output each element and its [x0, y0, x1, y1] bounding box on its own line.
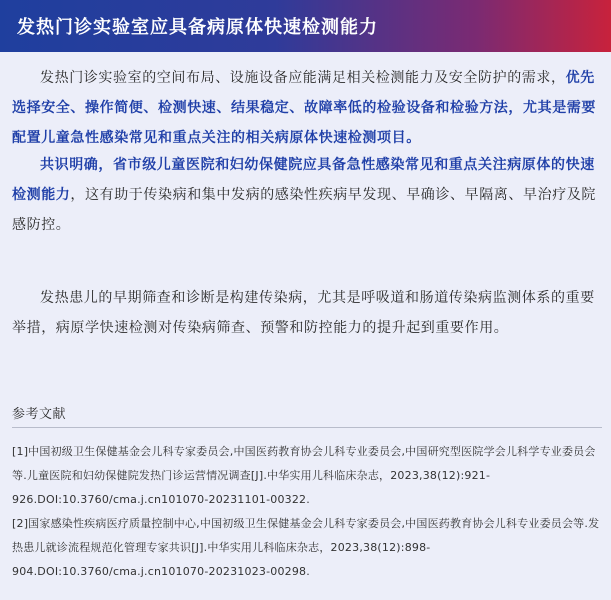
references-list: [12, 440, 602, 584]
highlighted-text: 优先选择安全、操作简便、检测快速、结果稳定、故障率低的检验设备和检验方法，尤其是需要配置儿童急性感染常见和重点关注的相关病原体快速检测项目。: [12, 70, 596, 146]
reference-item: [1]中国初级卫生保健基金会儿科专家委员会,中国医药教育协会儿科专业委员会,中国研究型医院学会儿科学专业委员会等.儿童医院和妇幼保健院发热门诊运营情况调查[J].中华实用儿科临床杂志，2023,38(12):921-926.DOI:10.3760/cma.j.cn101070-20231101-00322.: [12, 445, 596, 506]
header-banner: [0, 0, 611, 52]
reference-item: [2]国家感染性疾病医疗质量控制中心,中国初级卫生保健基金会儿科专家委员会,中国医药教育协会儿科专业委员会等.发热患儿就诊流程规范化管理专家共识[J].中华实用儿科临床杂志，2023,38(12):898-904.DOI:10.3760/cma.j.cn101070-20231023-00298.: [12, 517, 600, 578]
highlighted-text: 共识明确，省市级儿童医院和妇幼保健院应具备急性感染常见和重点关注病原体的快速检测能力: [12, 157, 595, 203]
paragraph-early-screening: [12, 283, 602, 343]
paragraph-consensus: [12, 150, 602, 240]
page-title: 发热门诊实验室应具备病原体快速检测能力: [17, 17, 378, 38]
paragraph-text: 发热患儿的早期筛查和诊断是构建传染病，尤其是呼吸道和肠道传染病监测体系的重要举措，病原学快速检测对传染病筛查、预警和防控能力的提升起到重要作用。: [12, 290, 595, 336]
paragraph-text: ，这有助于传染病和集中发病的感染性疾病早发现、早确诊、早隔离、早治疗及院感防控。: [12, 187, 597, 233]
references-heading: 参考文献: [12, 407, 67, 422]
references-divider: [12, 427, 602, 428]
paragraph-text: 发热门诊实验室的空间布局、设施设备应能满足相关检测能力及安全防护的需求，: [40, 70, 566, 86]
paragraph-lab-requirements: [12, 63, 602, 153]
